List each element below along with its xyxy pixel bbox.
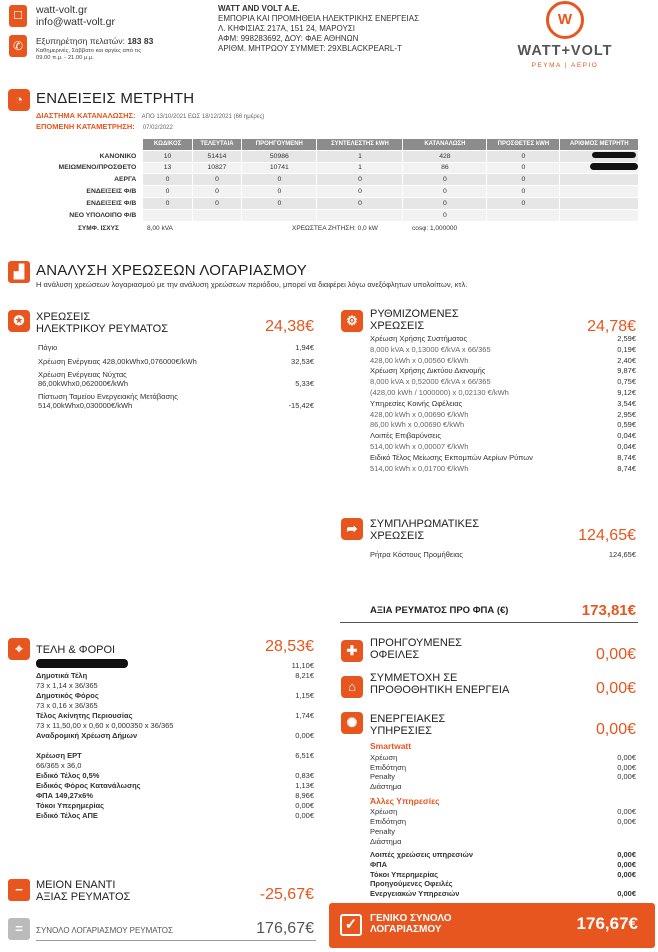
charge-label: Δημοτικός Φόρος bbox=[36, 691, 99, 700]
regulated-items bbox=[370, 334, 636, 474]
taxes-title: ΤΕΛΗ & ΦΟΡΟΙ bbox=[36, 644, 116, 656]
charge-row bbox=[38, 357, 314, 366]
meter-cell: 0 bbox=[487, 150, 560, 162]
charge-row bbox=[36, 721, 314, 731]
meter-cell: 0 bbox=[487, 197, 560, 209]
charge-value: 2,40€ bbox=[617, 355, 636, 365]
meter-row bbox=[10, 162, 639, 174]
meter-cell: 0 bbox=[487, 186, 560, 198]
charge-row bbox=[38, 392, 314, 401]
other-services-label: Άλλες Υπηρεσίες bbox=[370, 796, 440, 806]
col-code: ΚΩΔΙΚΟΣ bbox=[143, 139, 192, 151]
meter-cell: 86 bbox=[403, 162, 487, 174]
charge-row bbox=[370, 431, 636, 442]
charge-row bbox=[370, 366, 636, 377]
meter-cell bbox=[560, 174, 639, 186]
meter-cell: 0 bbox=[143, 197, 192, 209]
charge-row bbox=[370, 356, 636, 367]
charge-label: Ειδικό Τέλος Μείωσης Εκπομπών Αερίων Ρύπων bbox=[370, 452, 533, 462]
charge-row bbox=[370, 860, 636, 870]
charge-row bbox=[36, 781, 314, 791]
analysis-title: ΑΝΑΛΥΣΗ ΧΡΕΩΣΕΩΝ ΛΟΓΑΡΙΑΣΜΟΥ bbox=[36, 262, 307, 279]
tax-items bbox=[36, 661, 314, 821]
meter-cell bbox=[192, 209, 241, 221]
charge-label: 514,00 kWh x 0,01700 €/kWh bbox=[370, 463, 469, 473]
previous-total: 0,00€ bbox=[595, 646, 636, 663]
meter-cell: 0 bbox=[242, 174, 317, 186]
charge-value: 9,87€ bbox=[617, 366, 636, 376]
meter-cell: 428 bbox=[403, 150, 487, 162]
charge-row bbox=[38, 370, 314, 379]
email-link[interactable]: info@watt-volt.gr bbox=[36, 16, 115, 28]
company-name: WATT AND VOLT A.E. bbox=[218, 4, 300, 13]
meter-cell: 0 bbox=[317, 186, 403, 198]
participation-title bbox=[370, 672, 509, 696]
meter-cell bbox=[242, 209, 317, 221]
power-value-label: ΑΞΙΑ ΡΕΥΜΑΤΟΣ ΠΡΟ ΦΠΑ (€) bbox=[370, 605, 509, 616]
meter-row bbox=[10, 174, 639, 186]
meter-row-label: ΕΝΔΕΙΞΕΙΣ Φ/Β bbox=[10, 197, 143, 209]
charge-row bbox=[36, 661, 314, 671]
meter-row-label: ΕΝΔΕΙΞΕΙΣ Φ/Β bbox=[10, 186, 143, 198]
logo-mark: W bbox=[546, 1, 584, 39]
charge-label: 428,00 kWh x 0,00560 €/kWh bbox=[370, 355, 469, 365]
meter-cell: 0 bbox=[192, 174, 241, 186]
cosf-value: cosφ: 1,000000 bbox=[412, 225, 458, 232]
charge-row bbox=[36, 801, 314, 811]
supplementary-item-value: 124,65€ bbox=[608, 550, 636, 559]
period-label: ΔΙΑΣΤΗΜΑ ΚΑΤΑΝΑΛΩΣΗΣ: bbox=[36, 111, 136, 120]
col-additional: ΠΡΟΣΘΕΤΕΣ kWH bbox=[487, 139, 560, 151]
charge-label: Λοιπές χρεώσεις υπηρεσιών bbox=[370, 850, 473, 859]
logo-tagline: ΡΕΥΜΑ | ΑΕΡΙΟ bbox=[531, 62, 599, 69]
supplementary-item bbox=[370, 550, 636, 559]
meter-cell: 0 bbox=[242, 197, 317, 209]
participation-total: 0,00€ bbox=[595, 680, 636, 697]
meter-cell: 10741 bbox=[242, 162, 317, 174]
charge-row bbox=[370, 420, 636, 431]
sum-total: 176,67€ bbox=[256, 920, 314, 937]
charge-value: 0,00€ bbox=[617, 753, 636, 762]
charge-row bbox=[36, 671, 314, 681]
factory-icon: ▟ bbox=[8, 261, 30, 283]
meter-row bbox=[10, 186, 639, 198]
meter-cell: 10827 bbox=[192, 162, 241, 174]
charge-label: Προηγούμενες Οφειλές bbox=[370, 879, 453, 889]
meter-row bbox=[10, 197, 639, 209]
charge-value: 11,10€ bbox=[291, 661, 314, 670]
charge-row bbox=[370, 377, 636, 388]
charge-value: 9,12€ bbox=[617, 387, 636, 397]
charge-value: 0,83€ bbox=[295, 771, 314, 780]
equals-icon: = bbox=[8, 918, 30, 940]
charge-label: ΦΠΑ 149,27x6% bbox=[36, 791, 94, 800]
charge-value: 8,74€ bbox=[617, 452, 636, 462]
checkbox-icon: ✓ bbox=[340, 914, 362, 936]
charge-label: Δημοτικά Τέλη bbox=[36, 671, 88, 680]
charge-value: 1,15€ bbox=[295, 691, 314, 700]
charge-row bbox=[370, 817, 636, 827]
meter-row bbox=[10, 209, 639, 221]
supplementary-title-line1: ΣΥΜΠΛΗΡΩΜΑΤΙΚΕΣ bbox=[370, 518, 480, 530]
charge-label: Χρέωση bbox=[370, 807, 398, 816]
charge-label: Αναδρομική Χρέωση Δήμων bbox=[36, 731, 138, 740]
next-reading-label: ΕΠΟΜΕΝΗ ΚΑΤΑΜΕΤΡΗΣΗ: bbox=[36, 122, 135, 131]
meter-title: ΕΝΔΕΙΞΕΙΣ ΜΕΤΡΗΤΗ bbox=[36, 90, 195, 107]
meter-cell: 0 bbox=[192, 197, 241, 209]
redacted-meter-number bbox=[590, 163, 638, 170]
website-link[interactable]: watt-volt.gr bbox=[36, 4, 88, 16]
charge-value: 8,96€ bbox=[295, 791, 314, 800]
charge-row bbox=[370, 399, 636, 410]
charge-value: 1,13€ bbox=[295, 781, 314, 790]
meter-cell: 0 bbox=[242, 186, 317, 198]
charge-row bbox=[370, 388, 636, 399]
smartwatt-label: Smartwatt bbox=[370, 741, 412, 751]
other-services-items bbox=[370, 807, 636, 847]
meter-cell: 0 bbox=[317, 197, 403, 209]
charge-row bbox=[36, 771, 314, 781]
charge-label: Ειδικός Φόρος Κατανάλωσης bbox=[36, 781, 141, 790]
demand-value: ΧΡΕΩΣΤΕΑ ΖΗΤΗΣΗ: 0,0 kW bbox=[292, 225, 378, 232]
charge-row bbox=[36, 731, 314, 741]
col-last: ΤΕΛΕΥΤΑΙΑ bbox=[192, 139, 241, 151]
company-afm: ΑΦΜ: 998283692, ΔΟΥ: ΦΑΕ ΑΘΗΝΩΝ bbox=[218, 34, 359, 43]
charge-row bbox=[370, 807, 636, 817]
meter-cell: 1 bbox=[317, 162, 403, 174]
charge-label: 86,00kWhx0,062000€/kWh bbox=[38, 379, 129, 388]
charge-value: 0,04€ bbox=[617, 441, 636, 451]
charge-row bbox=[38, 343, 314, 352]
sum-label: ΣΥΝΟΛΟ ΛΟΓΑΡΙΑΣΜΟΥ ΡΕΥΜΑΤΟΣ bbox=[36, 926, 173, 935]
charge-value: 5,33€ bbox=[295, 379, 314, 388]
charge-value: 0,00€ bbox=[295, 801, 314, 810]
smartwatt-items bbox=[370, 753, 636, 791]
charge-row bbox=[38, 379, 314, 388]
charge-value: 0,00€ bbox=[617, 807, 636, 816]
charge-row bbox=[370, 879, 636, 889]
meter-row-label: ΝΕΟ ΥΠΟΛΟΙΠΟ Φ/Β bbox=[10, 209, 143, 221]
minus-icon: − bbox=[8, 879, 30, 901]
meter-cell: 0 bbox=[192, 186, 241, 198]
lightbulb-icon: ✪ bbox=[8, 310, 30, 332]
meter-row-label: ΑΕΡΓΑ bbox=[10, 174, 143, 186]
charge-label: Ενεργειακών Υπηρεσιών bbox=[370, 889, 460, 899]
charge-label: 514,00kWhx0,030000€/kWh bbox=[38, 401, 133, 410]
regulated-title-line2: ΧΡΕΩΣΕΙΣ bbox=[370, 320, 425, 332]
charge-label: Λοιπές Επιβαρύνσεις bbox=[370, 431, 441, 441]
charge-value: 0,00€ bbox=[617, 850, 636, 859]
plus-icon: ✚ bbox=[341, 640, 363, 662]
charge-value: 3,54€ bbox=[617, 398, 636, 408]
charge-label: Επιδότηση bbox=[370, 817, 407, 826]
participation-title-line2: ΠΡΟΘΟΘΗΤΙΚΗ ΕΝΕΡΓΕΙΑ bbox=[370, 684, 510, 696]
supplementary-title-line2: ΧΡΕΩΣΕΙΣ bbox=[370, 530, 425, 542]
meter-cell: 0 bbox=[403, 174, 487, 186]
logo-name: WATT+VOLT bbox=[517, 43, 613, 59]
meter-row bbox=[10, 150, 639, 162]
charge-row bbox=[370, 889, 636, 899]
meter-cell bbox=[143, 209, 192, 221]
meter-row-label: ΜΕΙΩΜΕΝΟ/ΠΡΟΣΘΕΤΟ bbox=[10, 162, 143, 174]
charge-row bbox=[370, 782, 636, 792]
charge-label: Διάστημα bbox=[370, 837, 402, 846]
charge-row bbox=[370, 753, 636, 763]
logo bbox=[500, 0, 630, 75]
regulated-total: 24,78€ bbox=[587, 318, 636, 335]
meter-cell: 0 bbox=[317, 174, 403, 186]
charge-row bbox=[370, 410, 636, 421]
charge-value: 0,00€ bbox=[617, 817, 636, 826]
charge-label: 8,000 kVA x 0,13000 €/kVA x 66/365 bbox=[370, 344, 491, 354]
participation-title-line1: ΣΥΜΜΕΤΟΧΗ ΣΕ bbox=[370, 672, 458, 684]
charge-label: Penalty bbox=[370, 772, 396, 781]
meter-table bbox=[9, 138, 639, 222]
electric-total: 24,38€ bbox=[265, 318, 314, 335]
charge-row bbox=[370, 837, 636, 847]
charge-label: Penalty bbox=[370, 827, 396, 836]
minus-title bbox=[36, 879, 130, 903]
charge-label: (428,00 kWh / 1000000) x 0,02130 €/kWh bbox=[370, 387, 509, 397]
charge-label: 86,00 kWh x 0,00690 €/kWh bbox=[370, 420, 465, 430]
meter-cell: 10 bbox=[143, 150, 192, 162]
web-icon: ☐ bbox=[9, 5, 27, 27]
meter-cell: 0 bbox=[403, 197, 487, 209]
meter-cell bbox=[560, 186, 639, 198]
charge-label: Ειδικό Τέλος ΑΠΕ bbox=[36, 811, 98, 820]
charge-row bbox=[370, 850, 636, 860]
supplementary-title bbox=[370, 518, 479, 542]
charge-label: Ειδικό Τέλος 0,5% bbox=[36, 771, 100, 780]
redacted-meter-number bbox=[592, 152, 636, 158]
charge-label: Πάγιο bbox=[38, 343, 58, 352]
meter-cell: 0 bbox=[487, 162, 560, 174]
charge-row bbox=[36, 691, 314, 701]
phone-label: Εξυπηρέτηση πελατών: bbox=[36, 36, 125, 46]
charge-row bbox=[370, 772, 636, 782]
company-registry: ΑΡΙΘΜ. ΜΗΤΡΩΟΥ ΣΥΜΜΕΤ: 29XBLACKPEARL-T bbox=[218, 44, 402, 53]
col-meter-number: ΑΡΙΘΜΟΣ ΜΕΤΡΗΤΗ bbox=[560, 139, 639, 151]
meter-cell bbox=[560, 197, 639, 209]
charge-value: 0,19€ bbox=[617, 344, 636, 354]
col-consumption: ΚΑΤΑΝΑΛΩΣΗ bbox=[403, 139, 487, 151]
meter-cell: 1 bbox=[317, 150, 403, 162]
gear-icon: ⚙ bbox=[341, 310, 363, 332]
charge-label: 73 x 11,50,00 x 0,60 x 0,000350 x 36/365 bbox=[36, 721, 174, 730]
charge-label: 73 x 0,16 x 36/365 bbox=[36, 701, 98, 710]
charge-label: Χρέωση Χρήσης Συστήματος bbox=[370, 334, 468, 343]
charge-value: -15,42€ bbox=[288, 401, 314, 410]
grand-total-label-line1: ΓΕΝΙΚΟ ΣΥΝΟΛΟ bbox=[370, 913, 452, 924]
bulb-service-icon: ✺ bbox=[341, 712, 363, 734]
charge-row bbox=[36, 711, 314, 721]
charge-label: Χρέωση Χρήσης Δικτύου Διανομής bbox=[370, 366, 486, 376]
energy-services-title bbox=[370, 713, 445, 737]
meter-cell: 13 bbox=[143, 162, 192, 174]
previous-title-line2: ΟΦΕΙΛΕΣ bbox=[370, 649, 420, 661]
previous-title-line1: ΠΡΟΗΓΟΥΜΕΝΕΣ bbox=[370, 637, 462, 649]
charge-value: 0,00€ bbox=[295, 811, 314, 820]
charge-value: 0,00€ bbox=[617, 859, 636, 869]
charge-row bbox=[370, 453, 636, 464]
energy-services-total: 0,00€ bbox=[595, 721, 636, 738]
meter-cell bbox=[487, 209, 560, 221]
previous-title bbox=[370, 637, 462, 661]
service-hours: Καθημερινές, Σάββατο και αργίες από τις 09.00 π.μ. - 21.00 μ.μ. bbox=[36, 48, 142, 61]
meter-cell: 0 bbox=[403, 186, 487, 198]
charge-row bbox=[370, 870, 636, 880]
energy-services-title-line2: ΥΠΗΡΕΣΙΕΣ bbox=[370, 725, 432, 737]
regulated-title bbox=[370, 308, 459, 332]
charge-value: 0,04€ bbox=[617, 431, 636, 441]
regulated-title-line1: ΡΥΘΜΙΖΟΜΕΝΕΣ bbox=[370, 308, 459, 320]
power-value-total: 173,81€ bbox=[581, 602, 636, 619]
charge-value: 0,75€ bbox=[617, 377, 636, 387]
charge-label: Χρέωση Ενέργειας 428,00kWhx0,076000€/kWh bbox=[38, 357, 197, 366]
charge-label: ΦΠΑ bbox=[370, 859, 387, 869]
charge-row bbox=[36, 811, 314, 821]
electric-title-line2: ΗΛΕΚΤΡΙΚΟΥ ΡΕΥΜΑΤΟΣ bbox=[36, 323, 169, 335]
next-reading-value: 07/02/2022 bbox=[142, 125, 173, 131]
charge-label: Χρέωση Ενέργειας Νύχτας bbox=[38, 370, 127, 379]
charge-label: 514,00 kWh x 0,00007 €/kWh bbox=[370, 441, 469, 451]
meter-cell: 0 bbox=[403, 209, 487, 221]
house-icon: ⌂ bbox=[341, 676, 363, 698]
divider bbox=[340, 622, 638, 623]
power-row bbox=[78, 225, 119, 232]
company-address: Λ. ΚΗΦΙΣΙΑΣ 217Α, 151 24, ΜΑΡΟΥΣΙ bbox=[218, 24, 356, 33]
supplementary-item-label: Ρήτρα Κόστους Προμήθειας bbox=[370, 550, 463, 559]
charge-label: Χρέωση bbox=[370, 753, 398, 762]
charge-value: 0,00€ bbox=[617, 772, 636, 781]
power-label: ΣΥΜΦ. ΙΣΧΥΣ bbox=[78, 225, 119, 232]
customer-service bbox=[36, 36, 153, 46]
meter-header-row bbox=[10, 139, 639, 151]
minus-total: -25,67€ bbox=[259, 886, 314, 903]
charge-value: 0,59€ bbox=[617, 420, 636, 430]
charge-row bbox=[38, 401, 314, 410]
taxes-total: 28,53€ bbox=[265, 638, 314, 655]
charge-value: 8,21€ bbox=[295, 671, 314, 680]
charge-row bbox=[370, 464, 636, 475]
charge-value: 0,00€ bbox=[617, 762, 636, 772]
charge-value: 2,95€ bbox=[617, 409, 636, 419]
charge-label: Τόκοι Υπερημερίας bbox=[370, 869, 439, 879]
charge-label: 73 x 1,14 x 36/365 bbox=[36, 681, 98, 690]
charge-value: 1,74€ bbox=[295, 711, 314, 720]
charge-label: 66/365 x 36,0 bbox=[36, 761, 82, 770]
charge-label: Διάστημα bbox=[370, 781, 402, 791]
power-value: 8,00 kVA bbox=[147, 225, 173, 232]
grand-total-value: 176,67€ bbox=[576, 914, 638, 933]
meter-cell: 51414 bbox=[192, 150, 241, 162]
phone-icon: ✆ bbox=[9, 35, 27, 57]
charge-row bbox=[370, 442, 636, 453]
charge-value: 0,00€ bbox=[295, 731, 314, 740]
charge-value: 32,53€ bbox=[291, 357, 314, 366]
meter-cell: 0 bbox=[143, 174, 192, 186]
charge-value: 0,00€ bbox=[617, 889, 636, 899]
charge-value: 8,74€ bbox=[617, 463, 636, 473]
gauge-icon: ◔ bbox=[8, 89, 30, 111]
grand-total-label-line2: ΛΟΓΑΡΙΑΣΜΟΥ bbox=[370, 924, 442, 935]
charge-row bbox=[36, 761, 314, 771]
charge-row bbox=[36, 681, 314, 691]
charge-label: 428,00 kWh x 0,00690 €/kWh bbox=[370, 409, 469, 419]
minus-title-line2: ΑΞΙΑΣ ΡΕΥΜΑΤΟΣ bbox=[36, 891, 131, 903]
phone-number[interactable]: 183 83 bbox=[127, 36, 154, 46]
meter-cell: 0 bbox=[487, 174, 560, 186]
charge-label: Επιδότηση bbox=[370, 762, 407, 772]
energy-services-title-line1: ΕΝΕΡΓΕΙΑΚΕΣ bbox=[370, 713, 446, 725]
col-factor: ΣΥΝΤΕΛΕΣΤΗΣ kWH bbox=[317, 139, 403, 151]
charge-row bbox=[36, 751, 314, 761]
charge-row bbox=[370, 763, 636, 773]
charge-row bbox=[36, 791, 314, 801]
charge-label: 8,000 kVA x 0,52000 €/kVA x 66/365 bbox=[370, 377, 491, 387]
charge-label: Πίστωση Ταμείου Ενεργειακής Μετάβασης bbox=[38, 392, 178, 401]
service-summary-items bbox=[370, 850, 636, 899]
meter-cell bbox=[317, 209, 403, 221]
charge-label: Τέλος Ακίνητης Περιουσίας bbox=[36, 711, 133, 720]
meter-cell: 0 bbox=[143, 186, 192, 198]
minus-title-line1: ΜΕΙΟΝ ΕΝΑΝΤΙ bbox=[36, 879, 116, 891]
col-previous: ΠΡΟΗΓΟΥΜΕΝΗ bbox=[242, 139, 317, 151]
charge-value: 0,00€ bbox=[617, 869, 636, 879]
electric-title-line1: ΧΡΕΩΣΕΙΣ bbox=[36, 311, 91, 323]
charge-row bbox=[370, 334, 636, 345]
charge-label: Τόκοι Υπερημερίας bbox=[36, 801, 105, 810]
period-value: ΑΠΟ 13/10/2021 ΕΩΣ 18/12/2021 (66 ημέρες) bbox=[141, 114, 265, 120]
electric-title bbox=[36, 311, 168, 335]
charge-value: 2,59€ bbox=[617, 334, 636, 343]
location-pin-icon: ⌖ bbox=[8, 638, 30, 660]
charge-label: Χρέωση ΕΡΤ bbox=[36, 751, 82, 760]
charge-row bbox=[36, 701, 314, 711]
company-desc: ΕΜΠΟΡΙΑ ΚΑΙ ΠΡΟΜΗΘΕΙΑ ΗΛΕΚΤΡΙΚΗΣ ΕΝΕΡΓΕΙΑΣ bbox=[218, 14, 420, 23]
meter-cell bbox=[560, 209, 639, 221]
meter-cell: 50986 bbox=[242, 150, 317, 162]
sum-underline bbox=[36, 940, 316, 941]
supplementary-total: 124,65€ bbox=[578, 527, 636, 544]
charge-value: 6,51€ bbox=[295, 751, 314, 760]
charge-row bbox=[36, 741, 314, 751]
grand-total-label bbox=[370, 913, 452, 935]
meter-row-label: ΚΑΝΟΝΙΚΟ bbox=[10, 150, 143, 162]
charge-label: Υπηρεσίες Κοινής Ωφέλειας bbox=[370, 398, 463, 408]
charge-value: 1,94€ bbox=[295, 343, 314, 352]
charge-row bbox=[370, 827, 636, 837]
arrow-icon: ➦ bbox=[341, 518, 363, 540]
analysis-description: Η ανάλυση χρεώσεων λογαριασμού με την ανάλυση χρεώσεων περιόδου, μπορεί να διαφέρει λόγω ανεξόφλητων υπολοίπων, κτλ. bbox=[36, 280, 468, 289]
charge-row bbox=[370, 345, 636, 356]
